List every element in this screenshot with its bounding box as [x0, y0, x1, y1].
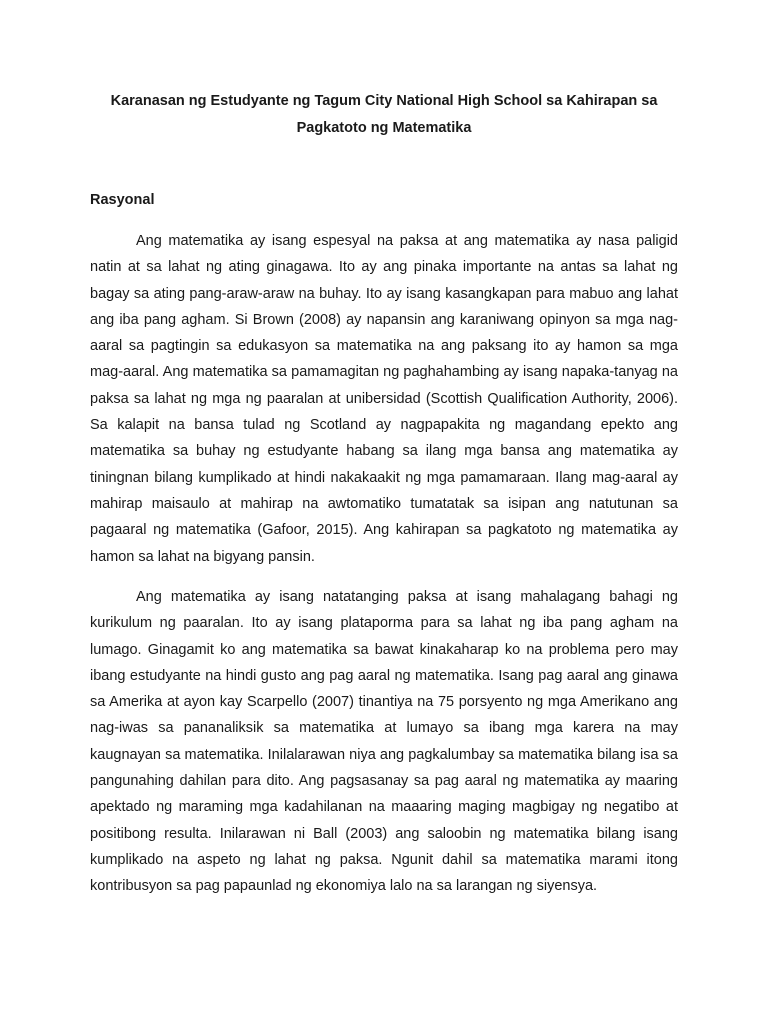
section-heading: Rasyonal [90, 192, 155, 208]
paragraph-2: Ang matematika ay isang natatanging paksa at isang mahalagang bahagi ng kurikulum ng paaralan. Ito ay isang plataporma para sa lahat ng iba pang agham na lumago. Ginagamit ko ang matematika sa bawat kinakaharap ko na problema pero may ibang estudyante na hindi gusto ang pag aaral ng matematika. Isang pag aaral ang ginawa sa Amerika at ayon kay Scarpello (2007) tinantiya na 75 porsyento ng mga Amerikano ang nag-iwas sa pananaliksik sa matematika at lumayo sa ibang mga karera na may kaugnayan sa matematika. Inilalarawan niya ang pagkalumbay sa matematika bilang isa sa pangunahing dahilan para dito. Ang pagsasanay sa pag aaral ng matematika ay maaring apektado ng maraming mga kadahilanan na maaaring maging magbigay ng negatibo at positibong resulta. Inilarawan ni Ball (2003) ang saloobin ng matematika bilang isang kumplikado na aspeto ng lahat ng paksa. Ngunit dahil sa matematika marami itong kontribusyon sa pag papaunlad ng ekonomiya lalo na sa larangan ng siyensya. [90, 589, 678, 895]
document-title-line-1: Karanasan ng Estudyante ng Tagum City National High School sa Kahirapan sa [110, 93, 658, 109]
paragraph-1: Ang matematika ay isang espesyal na paksa at ang matematika ay nasa paligid natin at sa lahat ng ating ginagawa. Ito ay ang pinaka importante na antas sa lahat ng bagay sa ating pang-araw-araw na buhay. Ito ay isang kasangkapan para mabuo ang lahat ang iba pang agham. Si Brown (2008) ay napansin ang karaniwang opinyon sa mga nag-aaral sa pagtingin sa edukasyon sa matematika na ang paksang ito ay hamon sa mga mag-aaral. Ang matematika sa pamamagitan ng paghahambing ay isang napaka-tanyag na paksa sa lahat ng mga ng paaralan at unibersidad (Scottish Qualification Authority, 2006). Sa kalapit na bansa tulad ng Scotland ay nagpapakita ng magandang epekto ang matematika sa buhay ng estudyante habang sa ilang mga bansa ang matematika ay tiningnan bilang kumplikado at hindi nakakaakit ng mga pamamaraan. Ilang mag-aaral ay mahirap maisaulo at mahirap na awtomatiko tumatatak sa isipan ang natutunan sa pagaaral ng matematika (Gafoor, 2015). Ang kahirapan sa pagkatoto ng matematika ay hamon sa lahat na bigyang pansin. [90, 233, 678, 565]
document-title-line-2: Pagkatoto ng Matematika [296, 120, 472, 136]
